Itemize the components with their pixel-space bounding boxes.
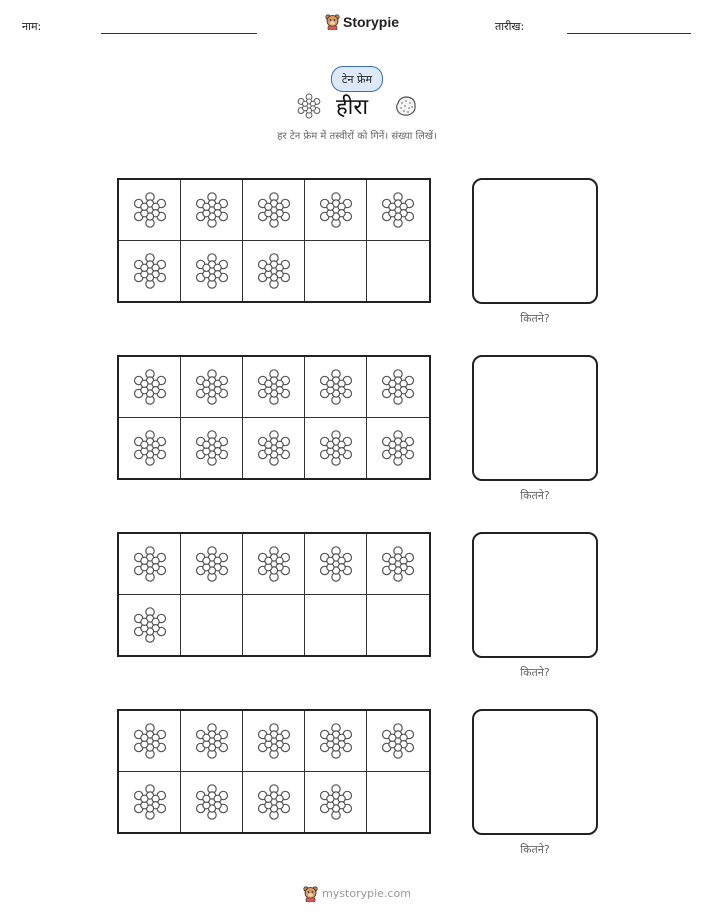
frame-cell-filled (243, 357, 305, 418)
frame-cell-filled (119, 772, 181, 833)
answer-box-4[interactable] (472, 709, 598, 835)
brand-name: Storypie (343, 13, 400, 30)
brand (325, 13, 399, 30)
frame-cell-filled (367, 418, 429, 479)
frame-cell-filled (243, 772, 305, 833)
answer-box-3[interactable] (472, 532, 598, 658)
frame-cell-empty (243, 595, 305, 656)
ten-frame-3 (117, 532, 431, 657)
frame-cell-filled (305, 357, 367, 418)
diamond-icon (192, 782, 232, 822)
answer-label: कितने? (520, 843, 550, 856)
diamond-icon (378, 367, 418, 407)
instruction-text: हर टेन फ्रेम में तस्वीरों को गिनें। संख्या लिखें। (277, 131, 437, 142)
footer-url[interactable]: mystorypie.com (322, 887, 411, 900)
frame-cell-filled (119, 418, 181, 479)
diamond-icon (130, 721, 170, 761)
frame-cell-empty (367, 595, 429, 656)
rock-icon (394, 94, 418, 118)
ten-frame-1 (117, 178, 431, 303)
frame-cell-filled (181, 418, 243, 479)
name-label: नाम: (22, 20, 42, 33)
frame-cell-empty (367, 241, 429, 302)
diamond-icon (130, 782, 170, 822)
diamond-icon (192, 251, 232, 291)
diamond-icon (316, 782, 356, 822)
frame-cell-filled (305, 180, 367, 241)
ten-frame-2 (117, 355, 431, 480)
diamond-icon (378, 544, 418, 584)
diamond-icon (130, 190, 170, 230)
diamond-icon (192, 428, 232, 468)
diamond-icon (254, 721, 294, 761)
diamond-icon (316, 544, 356, 584)
frame-cell-filled (367, 180, 429, 241)
diamond-icon (254, 544, 294, 584)
page-title: हीरा (336, 95, 369, 120)
answer-label: कितने? (520, 666, 550, 679)
frame-cell-filled (181, 357, 243, 418)
frame-cell-empty (181, 595, 243, 656)
diamond-icon (254, 190, 294, 230)
frame-cell-filled (243, 534, 305, 595)
frame-cell-filled (243, 180, 305, 241)
diamond-icon (192, 544, 232, 584)
frame-cell-filled (181, 772, 243, 833)
diamond-icon (130, 605, 170, 645)
frame-cell-empty (305, 241, 367, 302)
frame-cell-filled (181, 241, 243, 302)
storypie-bear-icon (303, 885, 318, 902)
frame-cell-filled (367, 534, 429, 595)
frame-cell-filled (181, 180, 243, 241)
answer-label: कितने? (520, 312, 550, 325)
diamond-icon (130, 251, 170, 291)
frame-cell-filled (305, 772, 367, 833)
frame-cell-filled (119, 180, 181, 241)
diamond-icon (192, 190, 232, 230)
frame-cell-filled (305, 418, 367, 479)
diamond-icon (316, 721, 356, 761)
diamond-icon (254, 428, 294, 468)
diamond-icon (378, 428, 418, 468)
date-label: तारीख: (495, 20, 525, 33)
frame-cell-filled (305, 711, 367, 772)
frame-cell-filled (119, 534, 181, 595)
frame-cell-filled (119, 357, 181, 418)
frame-cell-filled (305, 534, 367, 595)
frame-cell-empty (367, 772, 429, 833)
ten-frame-4 (117, 709, 431, 834)
frame-cell-filled (243, 241, 305, 302)
diamond-icon (378, 190, 418, 230)
diamond-icon (316, 190, 356, 230)
footer (0, 885, 714, 902)
diamond-icon (130, 428, 170, 468)
date-line[interactable] (567, 33, 691, 34)
diamond-icon (192, 721, 232, 761)
frame-cell-filled (367, 357, 429, 418)
diamond-icon (316, 428, 356, 468)
answer-label: कितने? (520, 489, 550, 502)
frame-cell-filled (243, 418, 305, 479)
diamond-icon (254, 251, 294, 291)
diamond-icon (295, 92, 323, 120)
frame-cell-filled (367, 711, 429, 772)
frame-cell-filled (181, 534, 243, 595)
frame-cell-filled (119, 595, 181, 656)
frame-cell-filled (243, 711, 305, 772)
diamond-icon (378, 721, 418, 761)
topic-badge: टेन फ्रेम (331, 66, 383, 92)
frame-cell-filled (119, 241, 181, 302)
frame-cell-empty (305, 595, 367, 656)
storypie-bear-icon (325, 13, 340, 30)
diamond-icon (254, 367, 294, 407)
name-line[interactable] (101, 33, 257, 34)
diamond-icon (254, 782, 294, 822)
frame-cell-filled (181, 711, 243, 772)
answer-box-1[interactable] (472, 178, 598, 304)
diamond-icon (130, 544, 170, 584)
answer-box-2[interactable] (472, 355, 598, 481)
diamond-icon (316, 367, 356, 407)
frame-cell-filled (119, 711, 181, 772)
diamond-icon (130, 367, 170, 407)
diamond-icon (192, 367, 232, 407)
